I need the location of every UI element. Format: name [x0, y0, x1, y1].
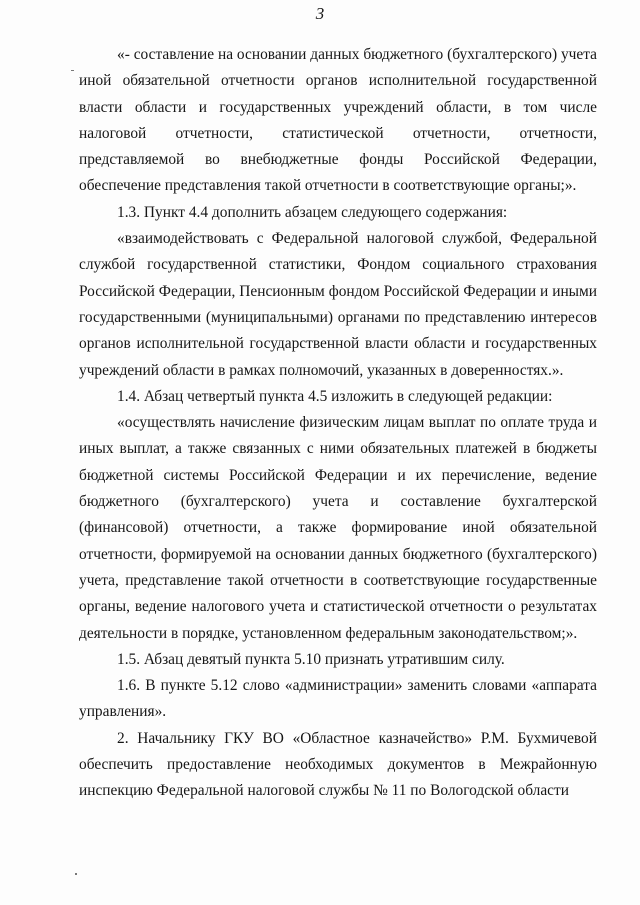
scan-speck	[71, 70, 74, 71]
paragraph-2: 2. Начальнику ГКУ ВО «Областное казначейство» Р.М. Бухмичевой обеспечить предоставление необходимых документов в Межрайонную инспекцию Федеральной налоговой службы № 11 по Вологодской области	[79, 729, 597, 800]
paragraph-1-5: 1.5. Абзац девятый пункта 5.10 признать утратившим силу.	[117, 650, 505, 668]
page-number: 3	[315, 4, 325, 23]
scan-speck	[75, 873, 77, 875]
paragraph-1-4-quote: «осуществлять начисление физическим лицам выплат по оплате труда и иных выплат, а также связанных с ними обязательных платежей в бюджеты бюджетной системы Российской Федерации и их перечисление, ведение бюджетного (бухгалтерского) учета и составление бухгалтерской (финансовой) отчетности, а также формирование иной обязательной отчетности, формируемой на основании данных бюджетного (бухгалтерского) учета, представление такой отчетности в соответствующие государственные органы, ведение налогового учета и статистической отчетности о результатах деятельности в порядке, установленном федеральным законодательством;».	[79, 414, 597, 642]
paragraph-1-3: 1.3. Пункт 4.4 дополнить абзацем следующего содержания:	[117, 203, 508, 221]
paragraph-1-6: 1.6. В пункте 5.12 слово «администрации» заменить словами «аппарата управления».	[79, 677, 597, 721]
paragraph-1-2-continuation: «- составление на основании данных бюджетного (бухгалтерского) учета иной обязательной отчетности органов исполнительной государственной власти области и государственных учреждений области, в том числе налоговой отчетности, статистической отчетности, отчетности, представляемой во внебюджетные фонды Российской Федерации, обеспечение представления такой отчетности в соответствующие органы;».	[79, 46, 597, 195]
paragraph-1-3-quote: «взаимодействовать с Федеральной налоговой службой, Федеральной службой государственной статистики, Фондом социального страхования Российской Федерации, Пенсионным фондом Российской Федерации и иными государственными (муниципальными) органами по представлению интересов органов исполнительной государственной власти области и государственных учреждений области в рамках полномочий, указанных в доверенностях.».	[79, 230, 597, 379]
document-body	[79, 42, 597, 805]
paragraph-1-4: 1.4. Абзац четвертый пункта 4.5 изложить в следующей редакции:	[117, 387, 553, 405]
